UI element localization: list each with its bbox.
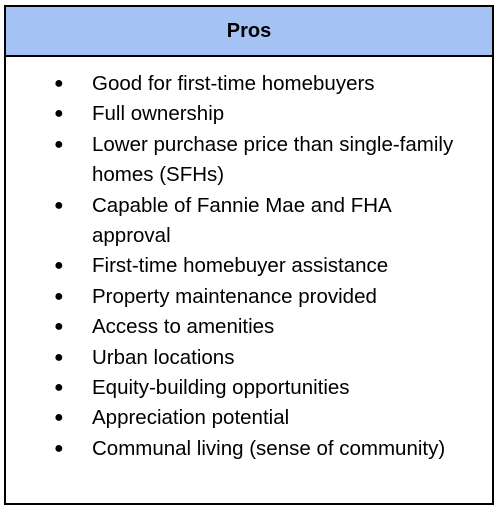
bullet-icon: ●: [54, 348, 64, 366]
list-item: [6, 251, 492, 281]
list-item-text: Property maintenance provided: [92, 284, 377, 308]
list-item-text: Good for first-time homebuyers: [92, 72, 375, 95]
list-item-text: Urban locations: [92, 345, 235, 369]
list-item: [6, 191, 492, 252]
bullet-icon: ●: [54, 257, 64, 275]
pros-table: [4, 5, 494, 505]
list-item-text: Lower purchase price than single-family homes (SFHs): [92, 132, 454, 187]
table-header: [6, 7, 492, 57]
list-item-text: Capable of Fannie Mae and FHA approval: [92, 193, 391, 248]
list-item-text: Appreciation potential: [92, 406, 290, 430]
bullet-icon: ●: [54, 105, 64, 123]
pros-list: [6, 69, 492, 464]
list-item: [6, 403, 492, 433]
bullet-icon: ●: [54, 287, 64, 305]
bullet-icon: ●: [54, 196, 64, 214]
table-body-cell: [6, 57, 492, 464]
bullet-icon: ●: [54, 379, 64, 397]
list-item: [6, 343, 492, 373]
bullet-icon: ●: [54, 439, 64, 457]
list-item-text: First-time homebuyer assistance: [92, 254, 389, 278]
bullet-icon: ●: [54, 409, 64, 427]
bullet-icon: ●: [54, 135, 64, 153]
list-item: [6, 69, 492, 99]
list-item-text: Equity-building opportunities: [92, 376, 350, 400]
list-item: [6, 99, 492, 129]
list-item: [6, 130, 492, 191]
list-item-text: Communal living (sense of community): [92, 436, 446, 460]
header-title: Pros: [226, 19, 272, 42]
list-item-text: Access to amenities: [92, 315, 275, 339]
bullet-icon: ●: [54, 318, 64, 336]
list-item-text: Full ownership: [92, 102, 225, 126]
list-item: [6, 312, 492, 342]
bullet-icon: ●: [54, 75, 64, 92]
list-item: [6, 434, 492, 464]
list-item: [6, 373, 492, 403]
list-item: [6, 282, 492, 312]
